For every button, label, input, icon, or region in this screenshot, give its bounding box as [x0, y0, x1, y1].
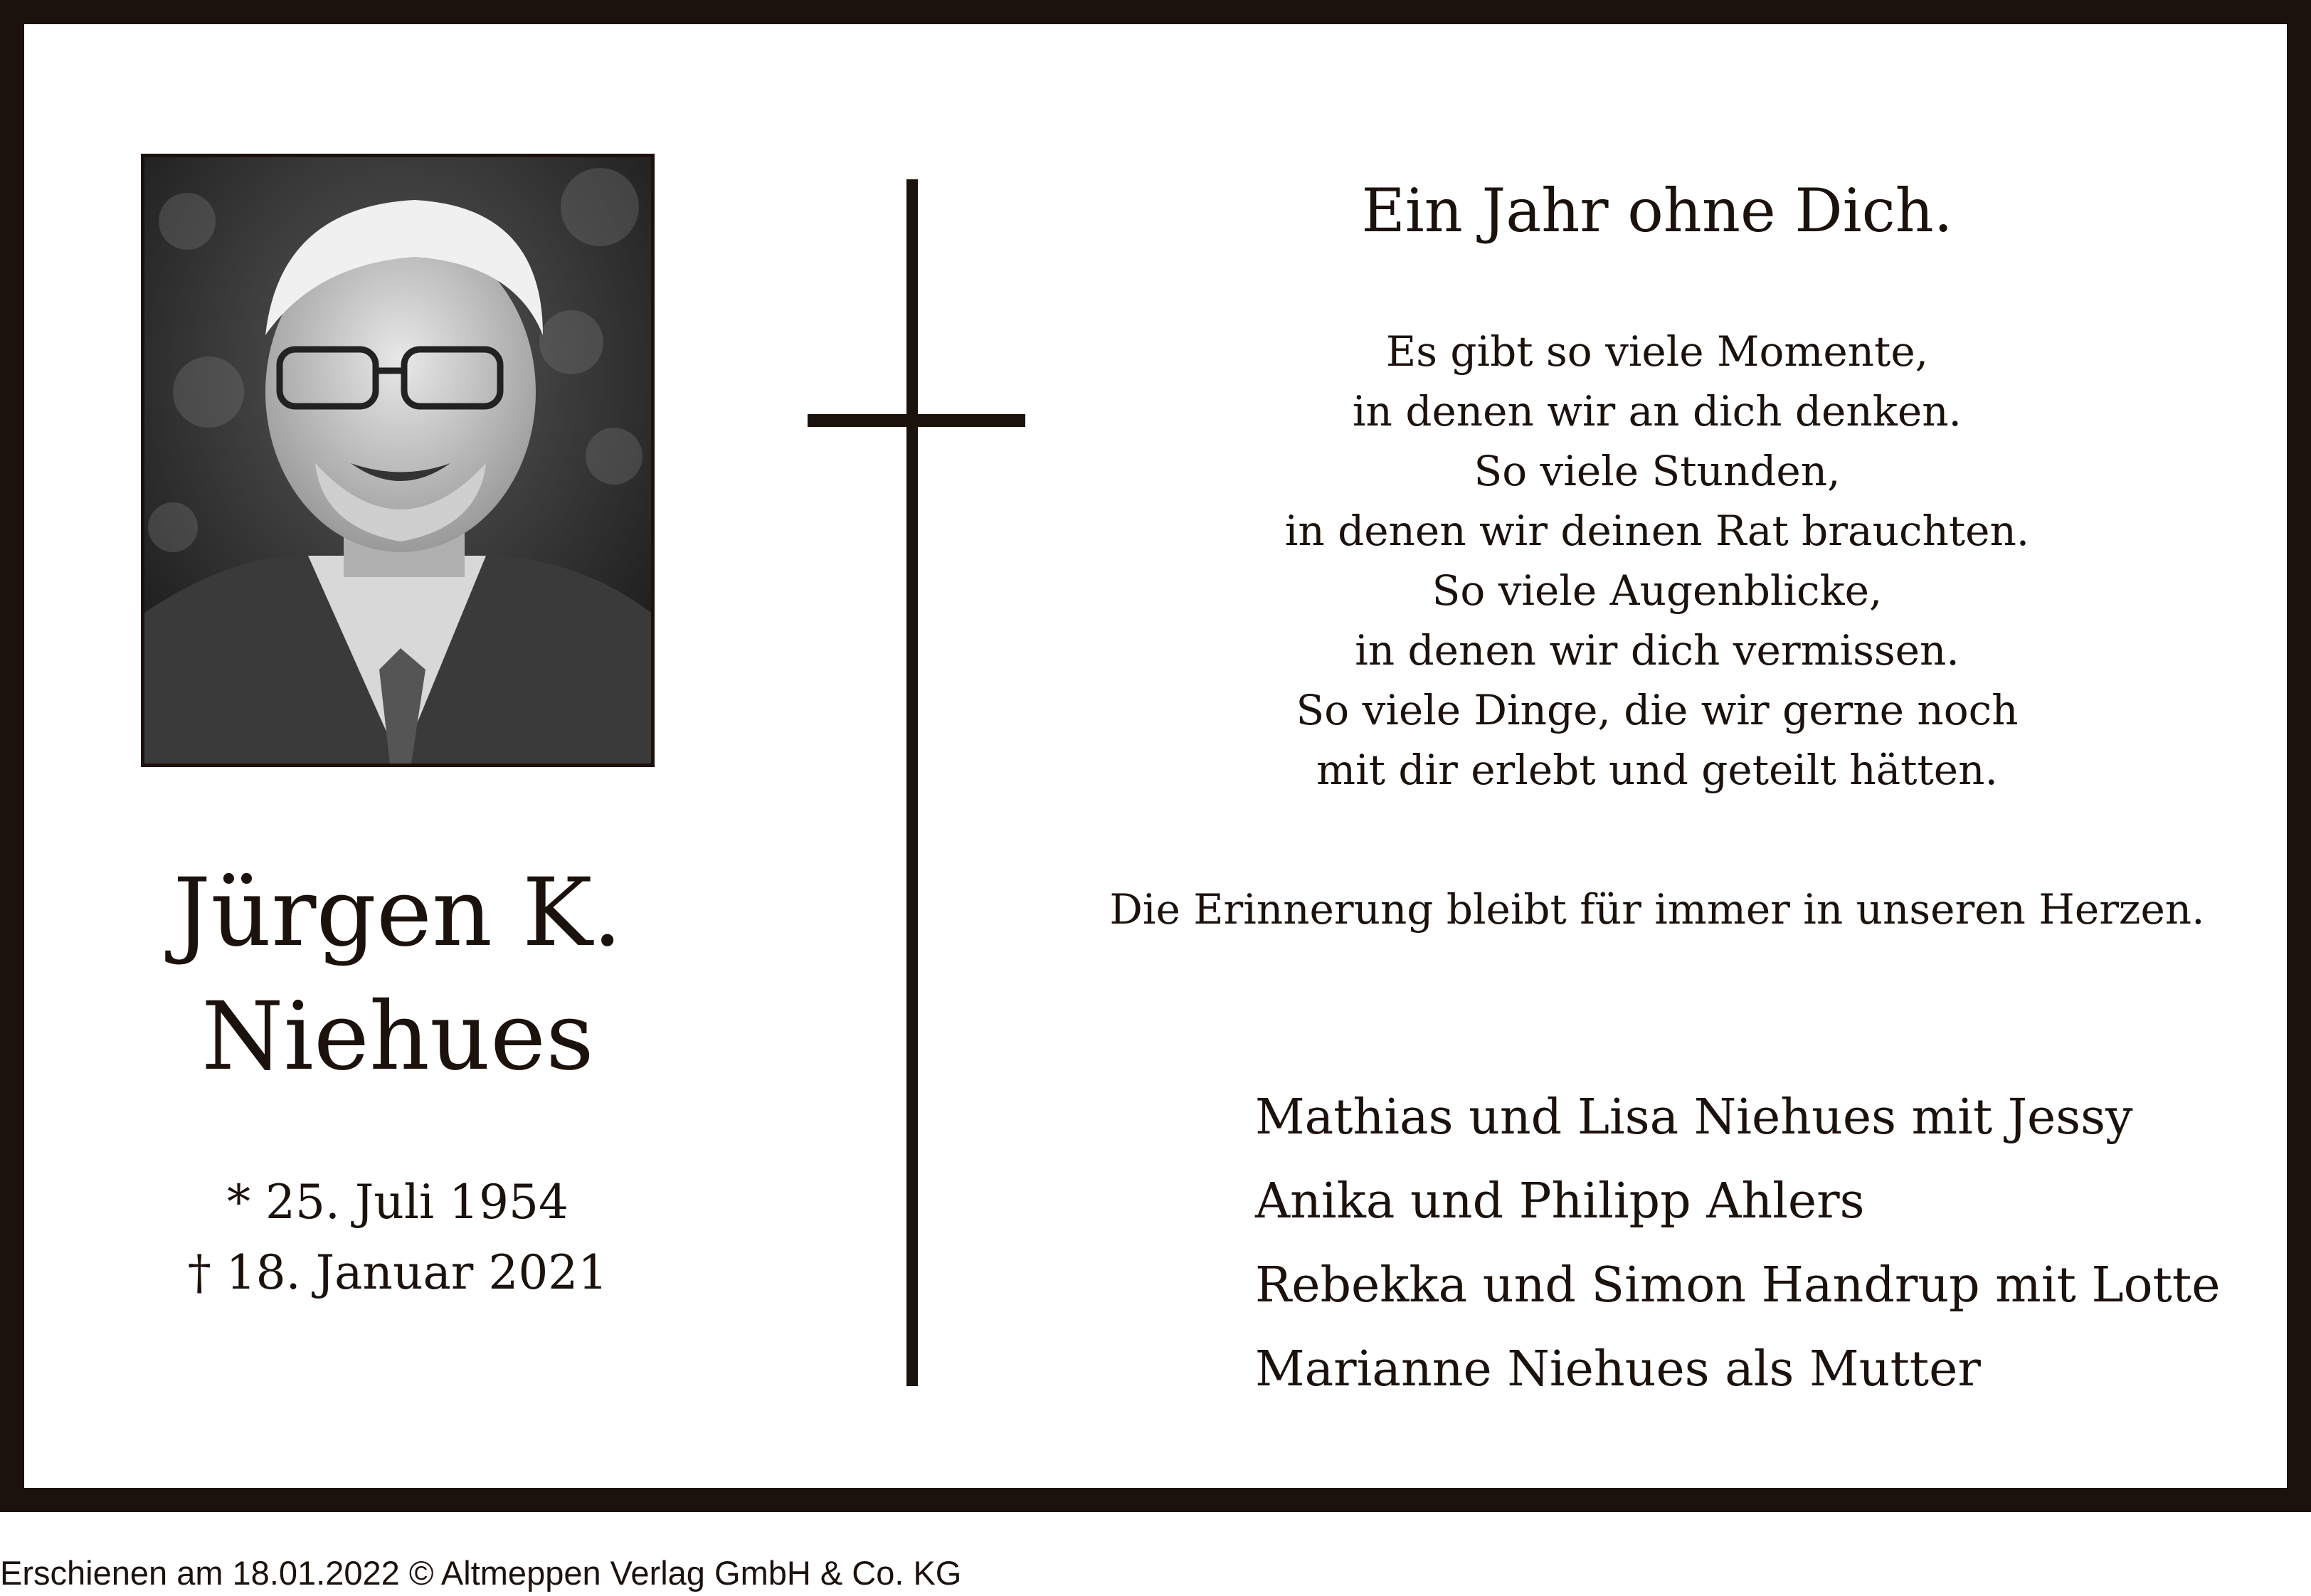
- mourners-list: [1255, 1076, 2220, 1412]
- cross-vertical-bar: [906, 179, 918, 1386]
- deceased-name-line2: Niehues: [201, 982, 594, 1092]
- mourner-entry: Marianne Niehues als Mutter: [1255, 1341, 1981, 1397]
- poem-line: So viele Stunden,: [1474, 447, 1841, 495]
- memory-line: Die Erinnerung bleibt für immer in unseren Herzen.: [1109, 885, 2205, 934]
- poem-line: mit dir erlebt und geteilt hätten.: [1316, 746, 1998, 794]
- portrait-photo: [141, 154, 655, 767]
- mourner-entry: Mathias und Lisa Niehues mit Jessy: [1255, 1089, 2133, 1146]
- mourner-entry: Anika und Philipp Ahlers: [1255, 1173, 1865, 1230]
- publication-footer: Erschienen am 18.01.2022 © Altmeppen Verlag GmbH & Co. KG: [0, 1554, 962, 1592]
- poem-line: in denen wir deinen Rat brauchten.: [1284, 507, 2030, 555]
- poem-line: So viele Dinge, die wir gerne noch: [1296, 686, 2019, 734]
- death-date: † 18. Januar 2021: [187, 1245, 608, 1300]
- poem-line: in denen wir dich vermissen.: [1355, 626, 1960, 675]
- poem-line: Es gibt so viele Momente,: [1385, 327, 1929, 376]
- mourner-entry: Rebekka und Simon Handrup mit Lotte: [1255, 1257, 2221, 1314]
- poem-line: in denen wir an dich denken.: [1352, 387, 1962, 435]
- headline: Ein Jahr ohne Dich.: [1361, 176, 1953, 245]
- poem: [1056, 322, 2258, 800]
- portrait-image: [144, 157, 651, 763]
- cross-horizontal-bar: [808, 414, 1025, 427]
- poem-line: So viele Augenblicke,: [1432, 566, 1883, 615]
- deceased-name-line1: Jürgen K.: [173, 858, 623, 968]
- birth-date: * 25. Juli 1954: [226, 1175, 569, 1230]
